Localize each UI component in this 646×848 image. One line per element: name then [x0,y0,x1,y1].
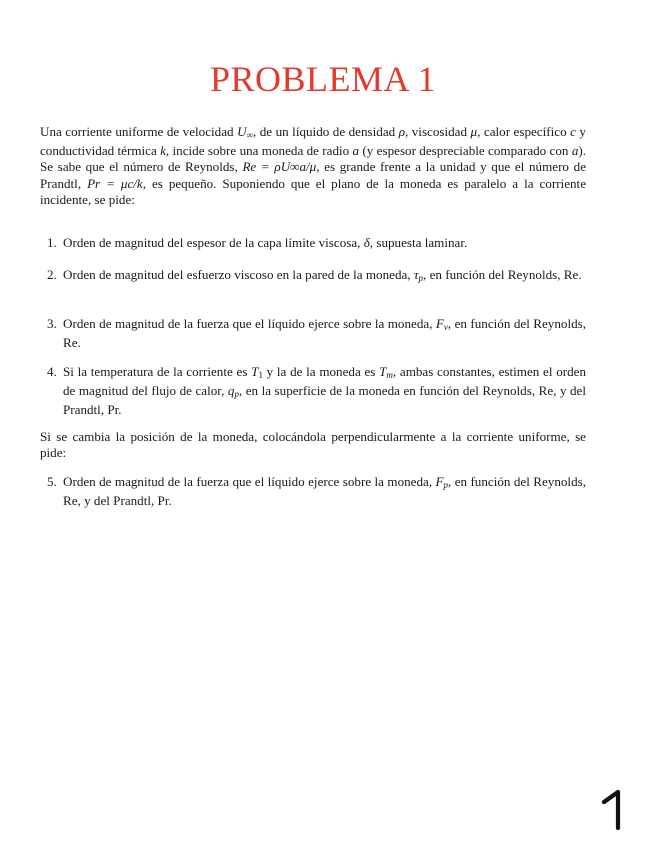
question-list [40,235,586,251]
question-list-3 [40,316,586,351]
page-title: PROBLEMA 1 [209,59,437,99]
question-item-1: 1. Orden de magnitud del espesor de la capa límite viscosa, δ, supuesta laminar. [47,235,468,250]
reynolds-formula: Re = ρU∞a/μ [242,159,317,175]
mid-paragraph: Si se cambia la posición de la moneda, colocándola perpendicularmente a la corriente uniforme, se pide: [40,429,586,461]
question-item-5: 5. Orden de magnitud de la fuerza que el líquido ejerce sobre la moneda, $F_p$, en función del Reynolds, Re, y del Prandtl, Pr. [47,474,586,509]
question-item-4: 4. Si la temperatura de la corriente es T1 y la de la moneda es $T_m$, ambas constantes, estimen el orden de magnitud del flujo de calor, $q_p$, en la superficie de la moneda en función del Reynolds, Re, y del Prandtl, Pr. [47,364,587,418]
question-list-4 [40,364,586,419]
question-item-2: 2. Orden de magnitud del esfuerzo viscoso en la pared de la moneda, $\tau_p$, en función del Reynolds, Re. [47,267,582,283]
prandtl-formula: Pr = μc/k [87,175,143,191]
handwritten-page-number [596,788,636,832]
question-list-2 [40,267,586,286]
intro-paragraph: Una corriente uniforme de velocidad U∞, de un líquido de densidad ρ, viscosidad μ, calor específico c y conductividad térmica k, incide sobre una moneda de radio a (y espesor despreciable comparado con a). Se sabe que el número de Reynolds, Re = ρU∞a/μ, es grande frente a la unidad y que el número de Prandtl, Pr = μc/k, es pequeño. Suponiendo que el plano de la moneda es paralelo a la corriente incidente, se pide: [40,124,587,207]
question-list-5 [40,474,586,509]
question-item-3: 3. Orden de magnitud de la fuerza que el líquido ejerce sobre la moneda, $F_v$, en función del Reynolds, Re. [47,316,586,351]
